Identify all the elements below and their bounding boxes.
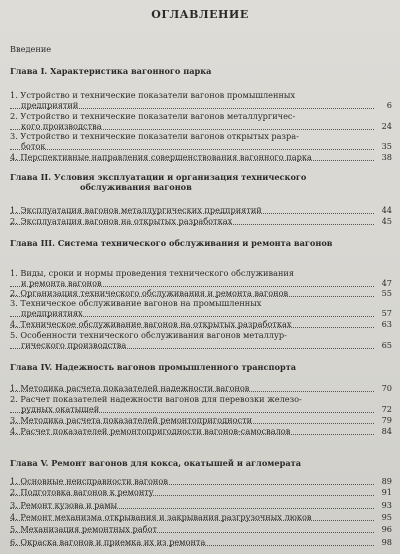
toc-entry xyxy=(10,415,392,425)
page-number: 45 xyxy=(381,216,392,226)
toc-entry xyxy=(10,426,392,436)
page-number: 98 xyxy=(381,537,392,547)
chapter-5-heading xyxy=(10,458,301,468)
page-number: 6 xyxy=(386,100,392,110)
toc-entry xyxy=(10,216,392,226)
toc-entry xyxy=(10,476,392,486)
entry-line-2: предприятий xyxy=(21,100,79,110)
page-number: 47 xyxy=(381,278,392,288)
chapter-heading-text: Глава I. Характеристика вагонного парка xyxy=(10,66,212,76)
entry-line-1: 5. Механизация ремонтных работ xyxy=(10,524,157,534)
entry-line-1: 6. Окраска вагонов и приемка их из ремонта xyxy=(10,537,206,547)
page-number: 89 xyxy=(381,476,392,486)
page-number: 65 xyxy=(381,340,392,350)
page-title: ОГЛАВЛЕНИЕ xyxy=(151,8,249,21)
chapter-heading-text: Глава II. Условия эксплуатации и организация технического xyxy=(10,172,307,182)
page-number: 63 xyxy=(381,319,392,329)
page-number: 70 xyxy=(381,383,392,393)
page-number: 93 xyxy=(381,500,392,510)
toc-entry xyxy=(10,383,392,393)
chapter-1-heading xyxy=(10,66,211,76)
page-number: 55 xyxy=(381,288,392,298)
toc-entry xyxy=(10,268,392,288)
toc-entry xyxy=(10,394,392,414)
chapter-3-heading xyxy=(10,238,333,248)
toc-entry xyxy=(10,205,392,215)
page-number: 35 xyxy=(381,141,392,151)
toc-entry xyxy=(10,512,392,522)
page-number: 24 xyxy=(381,121,392,131)
entry-line-1: 2. Расчет показателей надежности вагонов для перевозки железо- xyxy=(10,394,302,404)
entry-line-1: 3. Ремонт кузова и рамы xyxy=(10,500,118,510)
page-number: 84 xyxy=(381,426,392,436)
toc-entry xyxy=(10,90,392,110)
intro-entry: Введение xyxy=(10,44,52,54)
entry-line-1: 1. Методика расчета показателей надежности вагонов xyxy=(10,383,250,393)
entry-line-1: 3. Техническое обслуживание вагонов на промышленных xyxy=(10,298,262,308)
toc-entry xyxy=(10,537,392,547)
entry-line-1: 1. Эксплуатация вагонов металлургических предприятий xyxy=(10,205,262,215)
chapter-heading-text: Глава IV. Надежность вагонов промышленного транспорта xyxy=(10,362,297,372)
page-number: 44 xyxy=(381,205,392,215)
entry-line-1: 3. Устройство и технические показатели вагонов открытых разра- xyxy=(10,131,299,141)
entry-line-1: 5. Особенности технического обслуживания вагонов металлур- xyxy=(10,330,287,340)
entry-line-2: рудных окатышей xyxy=(21,404,100,414)
toc-entry xyxy=(10,131,392,151)
entry-line-2: и ремонта вагонов xyxy=(21,278,102,288)
entry-line-1: 4. Техническое обслуживание вагонов на открытых разработках xyxy=(10,319,292,329)
page-number: 91 xyxy=(381,487,392,497)
entry-line-2: кого производства xyxy=(21,121,102,131)
toc-entry xyxy=(10,288,392,298)
entry-line-2: предприятиях xyxy=(21,308,83,318)
chapter-heading-continuation: обслуживания вагонов xyxy=(80,182,192,192)
entry-line-1: 4. Перспективные направления совершенствования вагонного парка xyxy=(10,152,312,162)
toc-entry xyxy=(10,524,392,534)
page-number: 95 xyxy=(381,512,392,522)
entry-line-1: 2. Организация технического обслуживания и ремонта вагонов xyxy=(10,288,289,298)
page-number: 57 xyxy=(381,308,392,318)
entry-line-1: 4. Ремонт механизма открывания и закрывания разгрузочных люков xyxy=(10,512,312,522)
toc-entry xyxy=(10,319,392,329)
chapter-4-heading xyxy=(10,362,296,372)
chapter-heading-text: Глава V. Ремонт вагонов для кокса, окатышей и агломерата xyxy=(10,458,302,468)
entry-line-1: 2. Эксплуатация вагонов на открытых разработках xyxy=(10,216,233,226)
entry-line-2: боток xyxy=(21,141,46,151)
entry-line-1: 1. Виды, сроки и нормы проведения технического обслуживания xyxy=(10,268,295,278)
toc-entry xyxy=(10,111,392,131)
toc-entry xyxy=(10,500,392,510)
entry-line-1: 1. Устройство и технические показатели вагонов промышленных xyxy=(10,90,296,100)
entry-line-1: 2. Устройство и технические показатели вагонов металлургичес- xyxy=(10,111,296,121)
toc-entry xyxy=(10,487,392,497)
entry-line-1: 1. Основные неисправности вагонов xyxy=(10,476,168,486)
entry-line-1: 2. Подготовка вагонов к ремонту xyxy=(10,487,154,497)
toc-entry xyxy=(10,152,392,162)
toc-entry xyxy=(10,330,392,350)
entry-line-1: 3. Методика расчета показателей ремонтопригодности xyxy=(10,415,253,425)
entry-line-1: 4. Расчет показателей ремонтопригодности вагонов-самосвалов xyxy=(10,426,291,436)
chapter-heading-text: Глава III. Система технического обслуживания и ремонта вагонов xyxy=(10,238,333,248)
page-number: 38 xyxy=(381,152,392,162)
page-number: 72 xyxy=(381,404,392,414)
page-number: 96 xyxy=(381,524,392,534)
page-number: 79 xyxy=(381,415,392,425)
chapter-2-heading xyxy=(10,172,306,192)
toc-entry xyxy=(10,298,392,318)
entry-line-2: гического производства xyxy=(21,340,127,350)
